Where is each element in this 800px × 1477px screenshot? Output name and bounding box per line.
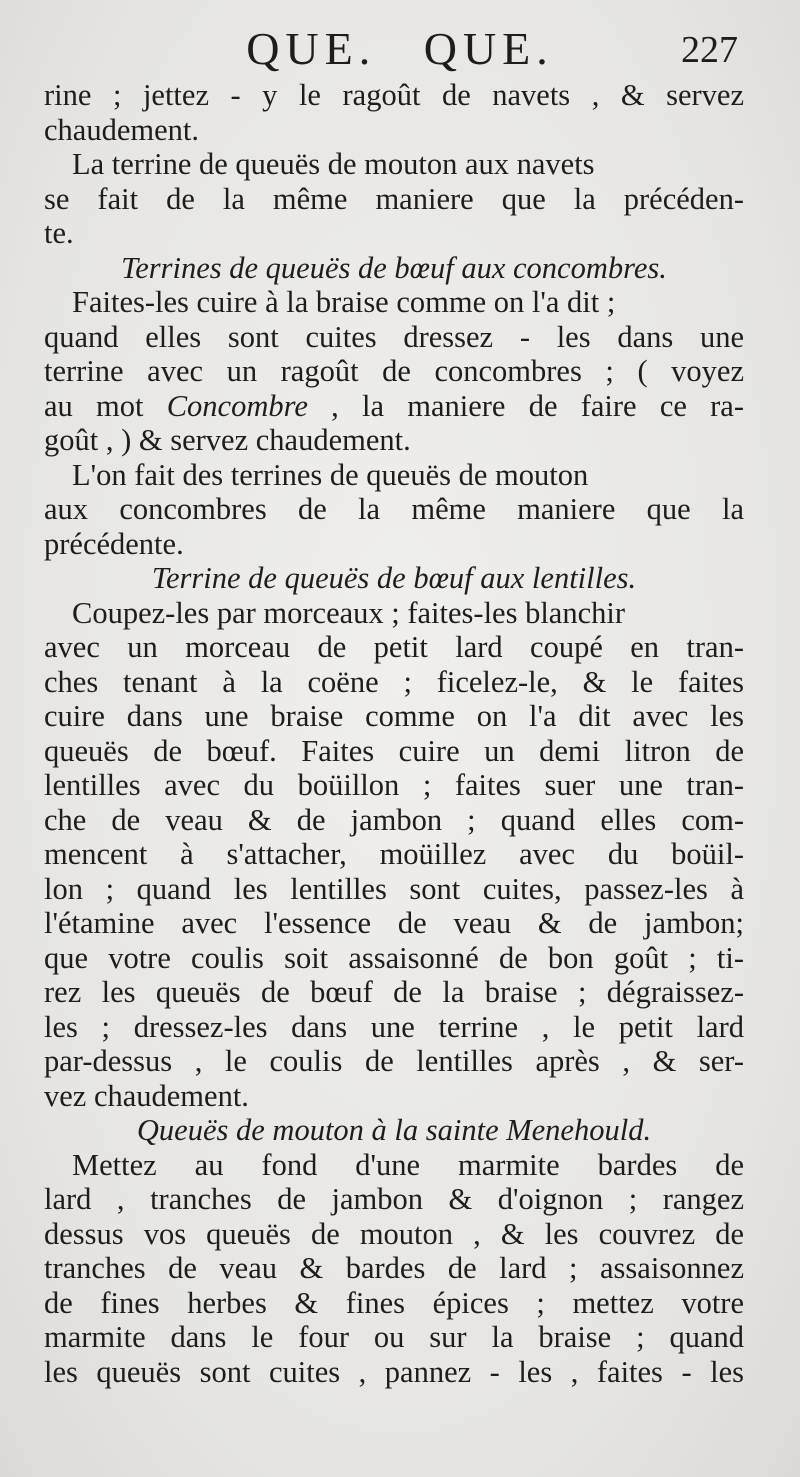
text-line: dessus vos queuës de mouton , & les couvrez de xyxy=(44,1216,744,1251)
text-line: de fines herbes & fines épices ; mettez votre xyxy=(44,1285,744,1320)
text-line: lon ; quand les lentilles sont cuites, passez-les à xyxy=(44,871,744,906)
text-line: La terrine de queuës de mouton aux navets xyxy=(72,147,595,181)
text-line: terrine avec un ragoût de concombres ; ( voyez xyxy=(44,354,744,388)
text-line: se fait de la même maniere que la précéden- xyxy=(44,181,744,216)
page-number: 227 xyxy=(681,29,738,71)
text-line: lard , tranches de jambon & d'oignon ; rangez xyxy=(44,1182,744,1216)
page-body xyxy=(44,78,744,1389)
text-line: par-dessus , le coulis de lentilles après , & ser- xyxy=(44,1044,744,1078)
text-line: les ; dressez-les dans une terrine , le petit lard xyxy=(44,1009,744,1044)
text-line: ches tenant à la coëne ; ficelez-le, & le faites xyxy=(44,664,744,699)
text-line: rine ; jettez - y le ragoût de navets , & servez xyxy=(44,78,744,112)
running-head: QUE. QUE. xyxy=(246,23,554,74)
section-title: Terrine de queuës de bœuf aux lentilles. xyxy=(151,561,637,595)
text-line: queuës de bœuf. Faites cuire un demi litron de xyxy=(44,733,744,768)
text-line: précédente. xyxy=(44,526,184,561)
text-line: l'étamine avec l'essence de veau & de jambon; xyxy=(44,906,744,940)
text-line: quand elles sont cuites dressez - les dans une xyxy=(44,319,744,354)
text-line: mencent à s'attacher, moüillez avec du boüil- xyxy=(44,837,744,871)
text-line: les queuës sont cuites , pannez - les , faites - les xyxy=(44,1354,744,1389)
text-line: goût , ) & servez chaudement. xyxy=(44,423,411,457)
text-line: que votre coulis soit assaisonné de bon goût ; ti- xyxy=(44,940,744,975)
text-line: che de veau & de jambon ; quand elles com- xyxy=(44,802,744,837)
text-line: Mettez au fond d'une marmite bardes de xyxy=(72,1147,744,1182)
text-line: cuire dans une braise comme on l'a dit avec les xyxy=(44,699,744,733)
text-line: te. xyxy=(44,216,74,250)
text-line: chaudement. xyxy=(44,112,199,147)
text-line: Faites-les cuire à la braise comme on l'a dit ; xyxy=(72,285,616,319)
text-line: marmite dans le four ou sur la braise ; quand xyxy=(44,1320,744,1354)
text-line: Coupez-les par morceaux ; faites-les blanchir xyxy=(72,595,626,630)
page-header xyxy=(0,22,800,82)
text-line: avec un morceau de petit lard coupé en tran- xyxy=(44,630,744,664)
text-line: tranches de veau & bardes de lard ; assaisonnez xyxy=(44,1251,744,1285)
section-title: Queuës de mouton à la sainte Menehould. xyxy=(136,1113,652,1147)
text-line: vez chaudement. xyxy=(44,1078,249,1113)
section-title: Terrines de queuës de bœuf aux concombres. xyxy=(121,250,667,285)
text-line: aux concombres de la même maniere que la xyxy=(44,492,744,526)
italic-term: Concombre xyxy=(166,388,308,423)
text-line: lentilles avec du boüillon ; faites suer une tran- xyxy=(44,768,744,802)
text-line: L'on fait des terrines de queuës de mouton xyxy=(72,457,589,492)
text-line: au mot Concombre , la maniere de faire ce ra- xyxy=(44,388,744,423)
text-line: rez les queuës de bœuf de la braise ; dégraissez- xyxy=(44,975,744,1009)
